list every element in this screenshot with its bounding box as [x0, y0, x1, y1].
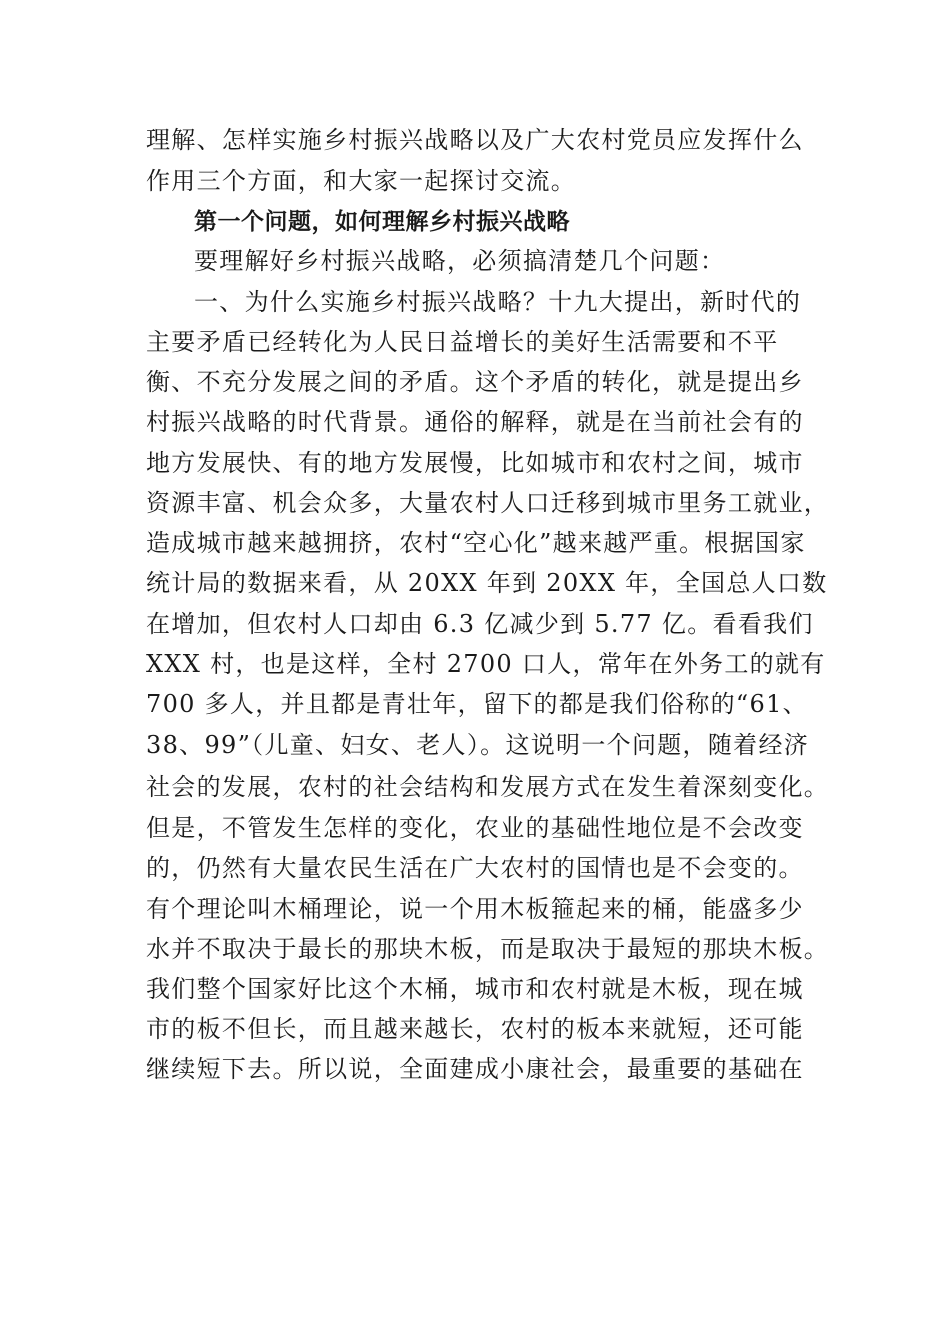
text-line: 但是，不管发生怎样的变化，农业的基础性地位是不会改变 [146, 814, 804, 842]
text-line: 社会的发展，农村的社会结构和发展方式在发生着深刻变化。 [146, 773, 830, 801]
text-line: 村振兴战略的时代背景。通俗的解释，就是在当前社会有的 [146, 408, 804, 436]
text-line: 造成城市越来越拥挤，农村“空心化”越来越严重。根据国家 [146, 529, 806, 557]
text-line: 有个理论叫木桶理论，说一个用木板箍起来的桶，能盛多少 [146, 895, 804, 923]
text-line: 统计局的数据来看，从 20XX 年到 20XX 年，全国总人口数 [146, 569, 828, 597]
section-heading: 第一个问题，如何理解乡村振兴战略 [194, 209, 570, 235]
text-line: 一、为什么实施乡村振兴战略？十九大提出，新时代的 [194, 288, 802, 316]
text-line: 的，仍然有大量农民生活在广大农村的国情也是不会变的。 [146, 854, 804, 882]
text-line: 市的板不但长，而且越来越长，农村的板本来就短，还可能 [146, 1015, 804, 1043]
text-line: 资源丰富、机会众多，大量农村人口迁移到城市里务工就业， [146, 489, 830, 517]
text-line: 理解、怎样实施乡村振兴战略以及广大农村党员应发挥什么 [146, 126, 804, 154]
text-line: 继续短下去。所以说，全面建成小康社会，最重要的基础在 [146, 1055, 804, 1083]
text-line: XXX 村，也是这样，全村 2700 口人，常年在外务工的就有 [146, 650, 826, 678]
text-line: 在增加，但农村人口却由 6.3 亿减少到 5.77 亿。看看我们 [146, 610, 814, 638]
text-line: 水并不取决于最长的那块木板，而是取决于最短的那块木板。 [146, 935, 830, 963]
text-line: 地方发展快、有的地方发展慢，比如城市和农村之间，城市 [146, 449, 804, 477]
text-line: 700 多人，并且都是青壮年，留下的都是我们俗称的“61、 [146, 690, 808, 718]
text-line: 主要矛盾已经转化为人民日益增长的美好生活需要和不平 [146, 328, 779, 356]
text-line: 38、99”（儿童、妇女、老人）。这说明一个问题，随着经济 [146, 731, 810, 759]
text-line: 作用三个方面，和大家一起探讨交流。 [146, 167, 577, 195]
text-line: 衡、不充分发展之间的矛盾。这个矛盾的转化，就是提出乡 [146, 368, 804, 396]
text-line: 我们整个国家好比这个木桶，城市和农村就是木板，现在城 [146, 975, 804, 1003]
text-line: 要理解好乡村振兴战略，必须搞清楚几个问题： [194, 247, 726, 275]
